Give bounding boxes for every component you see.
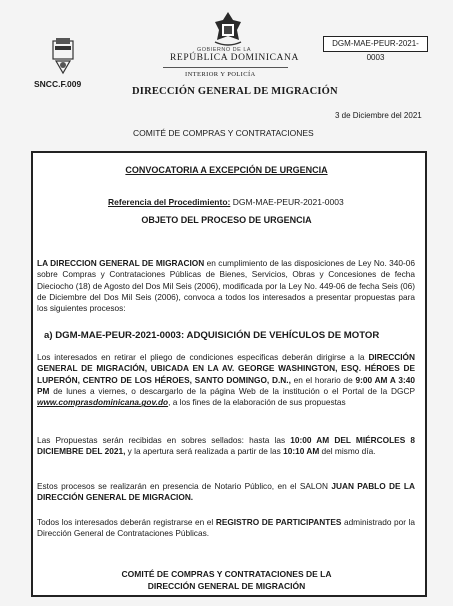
signature-block [0, 569, 453, 592]
p3-text-a: Las Propuestas serán recibidas en sobres sellados: hasta las [37, 435, 291, 445]
p2-text-c: en el horario de [290, 374, 356, 385]
intro-text: en cumplimiento de las disposiciones de Ley No. 340-06 sobre Compras y Contrataciones Públicas de Bienes, Servicios, Obras y Concesiones de fecha Dieciocho (18) de Agosto del Dos Mil Seis (2006), modificada por la Ley No. 449-06 de fecha Seis (06) de Diciembre del Dos Mil Seis (2006), convoca a todos los interesados a presentar propuestas para los siguientes procesos: [37, 258, 415, 314]
sncc-seal-logo [52, 37, 74, 75]
ministerio-label: INTERIOR Y POLICÍA [185, 71, 256, 78]
notary-paragraph [37, 481, 415, 504]
procedure-reference [108, 197, 344, 207]
p3-deadline: 10:00 AM DEL MIÉRCOLES 8 DICIEMBRE DEL 2021, [37, 435, 415, 457]
p5-text-c: administrado por la Dirección General de Contrataciones Públicas. [37, 517, 416, 539]
reference-label: Referencia del Procedimiento: [108, 197, 231, 207]
gov-subtitle: GOBIERNO DE LA [197, 47, 252, 53]
reference-value: DGM-MAE-PEUR-2021-0003 [230, 197, 344, 207]
p5-text-a: Todos los interesados deberán registrarse en el [37, 517, 216, 527]
document-date: 3 de Diciembre del 2021 [335, 111, 422, 120]
p5-registry: REGISTRO DE PARTICIPANTES [215, 517, 342, 527]
p4-text-a: Estos procesos se realizarán en presencia de Notario Público, en el SALON [37, 481, 332, 491]
intro-paragraph [37, 258, 415, 314]
coat-of-arms-logo [211, 10, 245, 48]
header-divider [163, 67, 288, 68]
objective-heading: OBJETO DEL PROCESO DE URGENCIA [141, 215, 312, 225]
p3-text-e: del mismo día. [319, 446, 376, 457]
p2-address: DIRECCIÓN GENERAL DE MIGRACIÓN, UBICADA EN LA AV. GEORGE WASHINGTON, ESQ. HÉROES DE LUPERÓN, CENTRO DE LOS HÉROES, SANTO DOMINGO, D.N., [37, 352, 415, 385]
sncc-code: SNCC.F.009 [34, 79, 82, 89]
p2-hours: 9:00 AM A 3:40 PM [37, 374, 415, 396]
registration-paragraph [37, 517, 415, 540]
notice-title: CONVOCATORIA A EXCEPCIÓN DE URGENCIA [125, 165, 328, 175]
committee-title: COMITÉ DE COMPRAS Y CONTRATACIONES [133, 128, 314, 138]
p4-venue: JUAN PABLO DE LA DIRECCIÓN GENERAL DE MIGRACION. [37, 481, 415, 503]
p3-text-c: y la apertura será realizada a partir de las [125, 446, 284, 457]
proposals-paragraph [37, 435, 415, 458]
p3-opening-time: 10:10 AM [283, 446, 320, 457]
p2-text-f: , a los fines de la elaboración de sus propuestas [168, 397, 346, 408]
signature-line-2: DIRECCIÓN GENERAL DE MIGRACIÓN [147, 580, 306, 591]
p2-text-a: Los interesados en retirar el pliego de condiciones especificas deberán dirigirse a la [37, 352, 369, 362]
intro-bold: LA DIRECCION GENERAL DE MIGRACION [37, 258, 205, 268]
process-subtitle: a) DGM-MAE-PEUR-2021-0003: ADQUISICIÓN DE VEHÍCULOS DE MOTOR [44, 330, 380, 341]
reference-code-box: DGM-MAE-PEUR-2021-0003 [323, 36, 428, 52]
institution-title: DIRECCIÓN GENERAL DE MIGRACIÓN [132, 86, 338, 97]
signature-line-1: COMITÉ DE COMPRAS Y CONTRATACIONES DE LA [121, 569, 332, 579]
retrieval-paragraph [37, 352, 415, 408]
p2-text-e: de lunes a viernes, o descargarlo de la página Web de la institución o el Portal de la DGCP [49, 385, 415, 396]
republica-title: REPÚBLICA DOMINICANA [170, 53, 299, 63]
compras-link[interactable]: www.comprasdominicana.gov.do [37, 397, 169, 408]
